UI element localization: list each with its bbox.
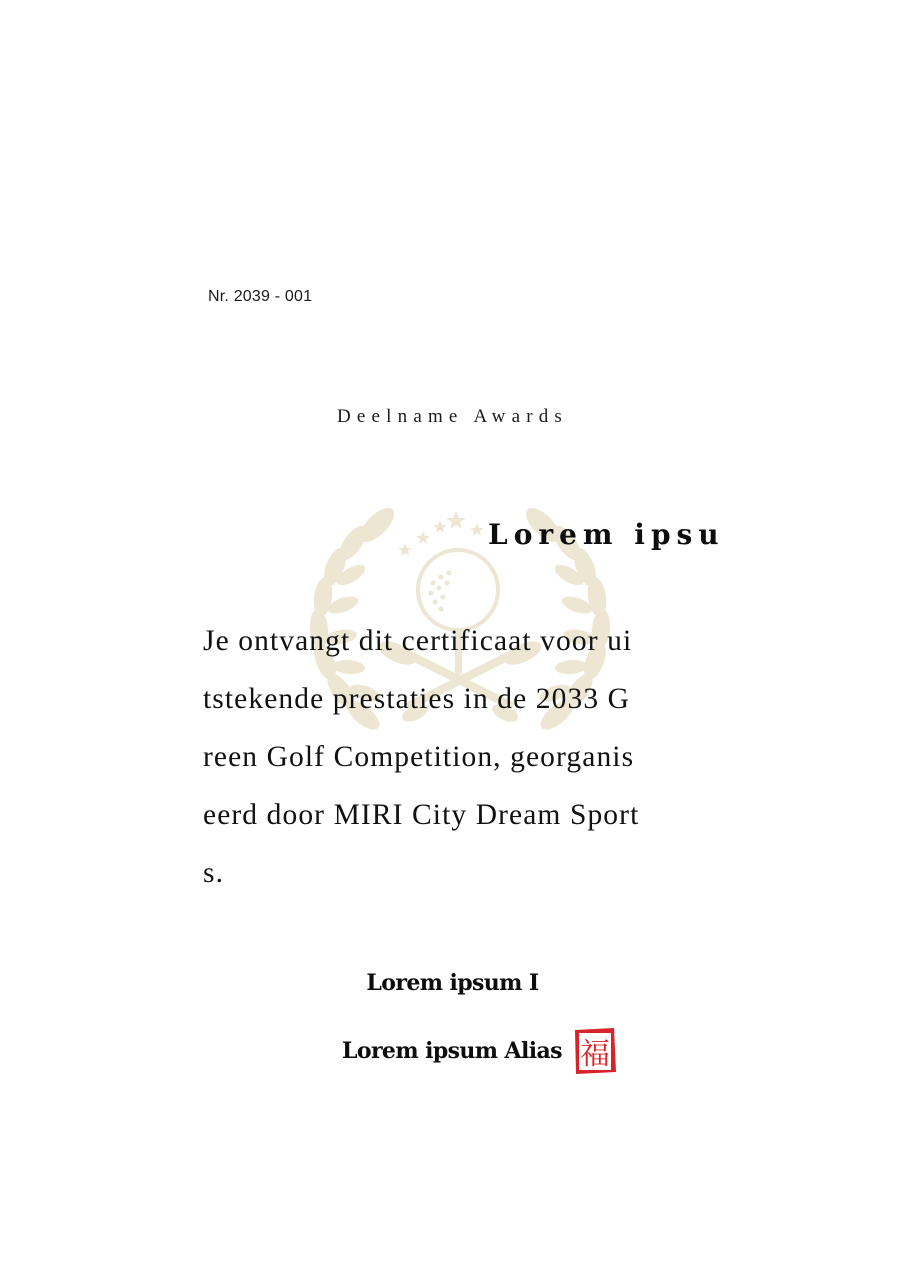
- red-seal-stamp-icon: [572, 1026, 618, 1076]
- award-title: Deelname Awards: [336, 406, 569, 427]
- signer-2-row: [342, 1026, 618, 1076]
- recipient-name: Lorem ipsu: [488, 518, 725, 551]
- body-line: s.: [203, 857, 225, 889]
- body-line: eerd door MIRI City Dream Sport: [203, 799, 640, 831]
- body-line: Je ontvangt dit certificaat voor ui: [203, 625, 633, 657]
- body-line: tstekende prestaties in de 2033 G: [203, 683, 631, 715]
- svg-text:福: 福: [579, 1037, 610, 1072]
- certificate-number: Nr. 2039 - 001: [208, 288, 313, 305]
- signer-name-2: Lorem ipsum Alias: [342, 1038, 562, 1064]
- signer-name-1: Lorem ipsum I: [366, 970, 539, 996]
- certificate-body-text: [203, 612, 723, 902]
- body-line: reen Golf Competition, georganis: [203, 741, 635, 773]
